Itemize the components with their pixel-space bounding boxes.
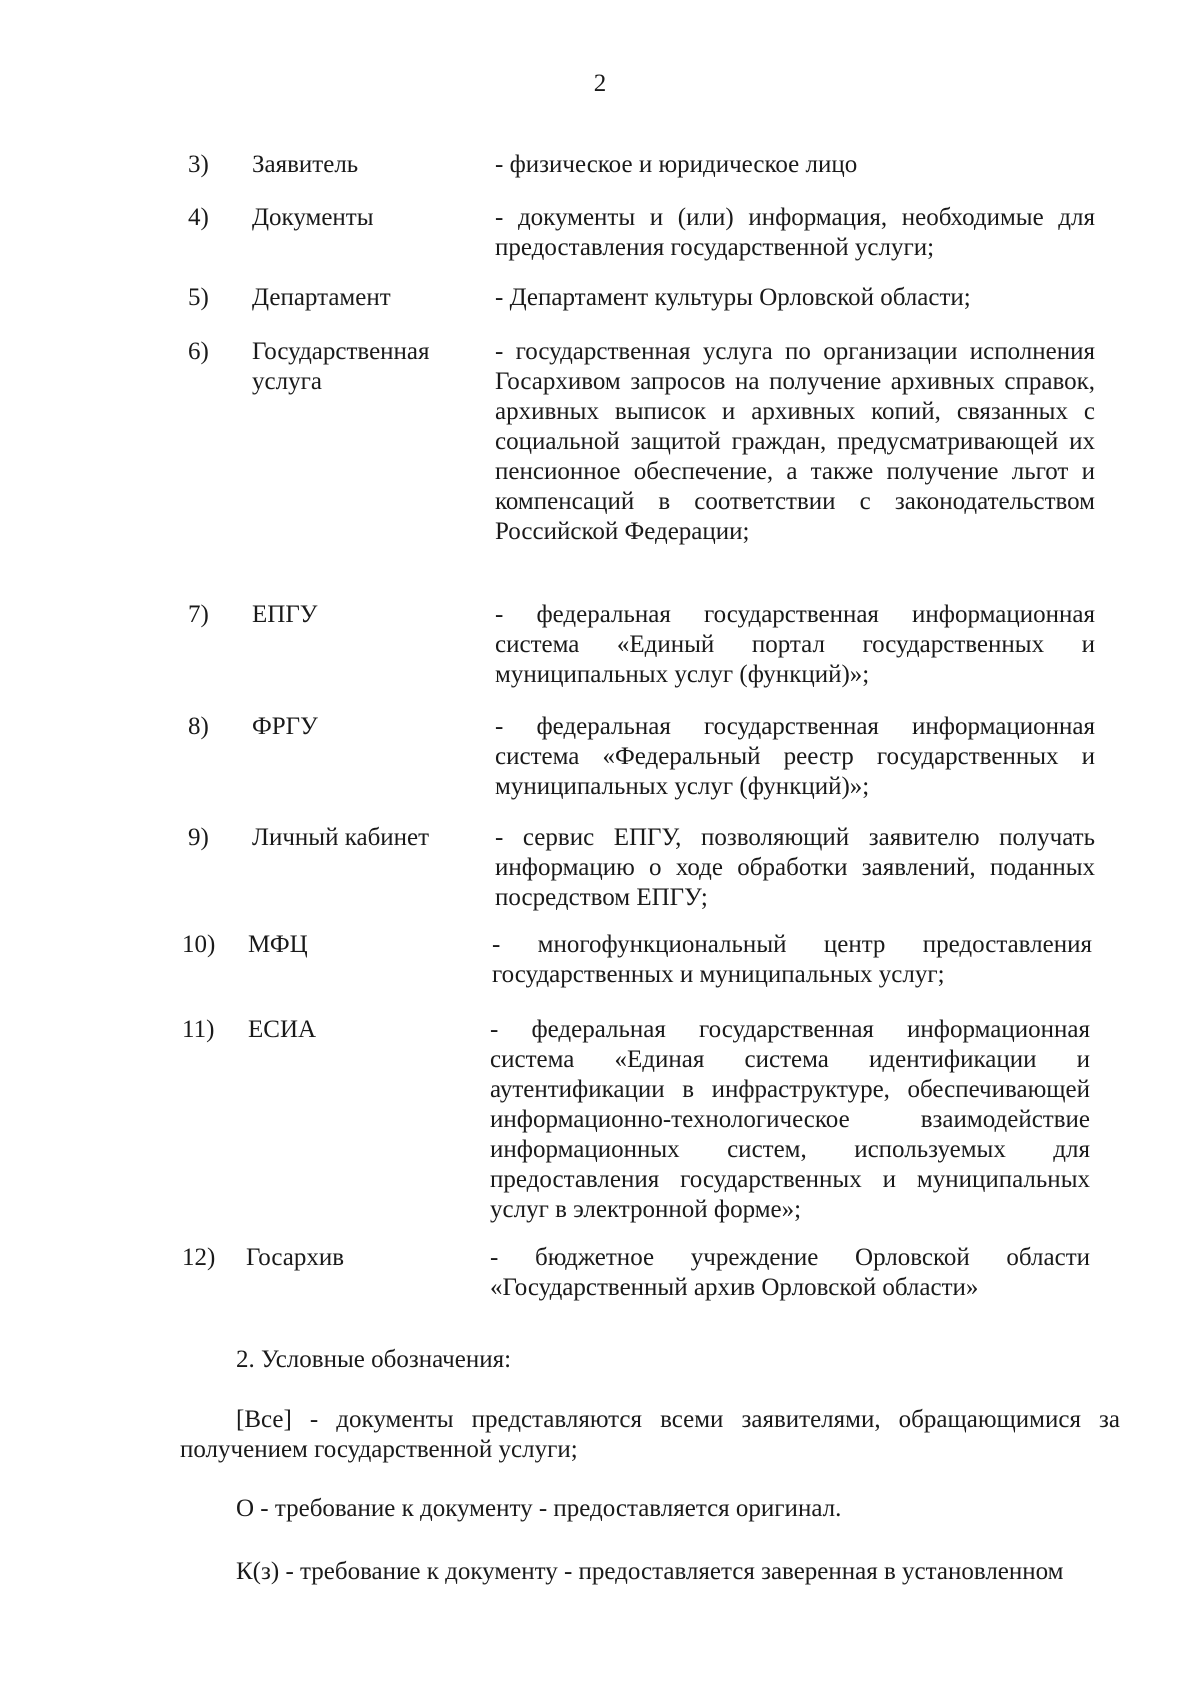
definition-number: 6)	[188, 338, 209, 365]
legend-original-paragraph: О - требование к документу - предоставляется оригинал.	[236, 1495, 842, 1522]
definition-number: 11)	[182, 1016, 215, 1043]
definition-description: - сервис ЕПГУ, позволяющий заявителю получать информацию о ходе обработки заявлений, поданных посредством ЕПГУ;	[495, 824, 1095, 911]
definition-term: Департамент	[252, 284, 391, 311]
definition-term: Государственная услуга	[252, 338, 430, 395]
definition-description: - многофункциональный центр предоставления государственных и муниципальных услуг;	[492, 931, 1092, 988]
legend-certified-copy-paragraph: К(з) - требование к документу - предоставляется заверенная в установленном	[236, 1558, 1064, 1585]
legend-all-paragraph: [Все] - документы представляются всеми заявителями, обращающимися за получением государственной услуги;	[180, 1406, 1120, 1463]
definition-term: Госархив	[246, 1244, 345, 1271]
definition-number: 3)	[188, 151, 209, 178]
definition-term: ЕСИА	[248, 1016, 317, 1043]
definition-number: 10)	[182, 931, 216, 958]
definition-description: - государственная услуга по организации исполнения Госархивом запросов на получение архивных справок, архивных выписок и архивных копий, связанных с социальной защитой граждан, предусматривающей их пенсионное обеспечение, а также получение льгот и компенсаций в соответствии с законодательством Российской Федерации;	[495, 338, 1095, 545]
definition-description: - физическое и юридическое лицо	[495, 151, 858, 178]
definition-description: - бюджетное учреждение Орловской области «Государственный архив Орловской области»	[490, 1244, 1090, 1301]
page-number: 2	[593, 70, 607, 97]
definition-term: МФЦ	[248, 931, 308, 958]
section-heading: 2. Условные обозначения:	[236, 1346, 512, 1373]
definition-number: 7)	[188, 601, 209, 628]
definition-term: ЕПГУ	[252, 601, 318, 628]
definition-term: Документы	[252, 204, 374, 231]
definition-number: 8)	[188, 713, 209, 740]
definition-description: - Департамент культуры Орловской области;	[495, 284, 971, 311]
definition-term: Заявитель	[252, 151, 359, 178]
definition-description: - федеральная государственная информационная система «Единый портал государственных и муниципальных услуг (функций)»;	[495, 601, 1095, 688]
definition-description: - федеральная государственная информационная система «Федеральный реестр государственных и муниципальных услуг (функций)»;	[495, 713, 1095, 800]
definition-number: 4)	[188, 204, 209, 231]
definition-number: 5)	[188, 284, 209, 311]
definition-term: ФРГУ	[252, 713, 318, 740]
definition-number: 9)	[188, 824, 209, 851]
definition-number: 12)	[182, 1244, 216, 1271]
definition-description: - документы и (или) информация, необходимые для предоставления государственной услуги;	[495, 204, 1095, 261]
definition-description: - федеральная государственная информационная система «Единая система идентификации и аутентификации в инфраструктуре, обеспечивающей информационно-технологическое взаимодействие информационных систем, используемых для предоставления государственных и муниципальных услуг в электронной форме»;	[490, 1016, 1090, 1223]
definition-term: Личный кабинет	[252, 824, 430, 851]
